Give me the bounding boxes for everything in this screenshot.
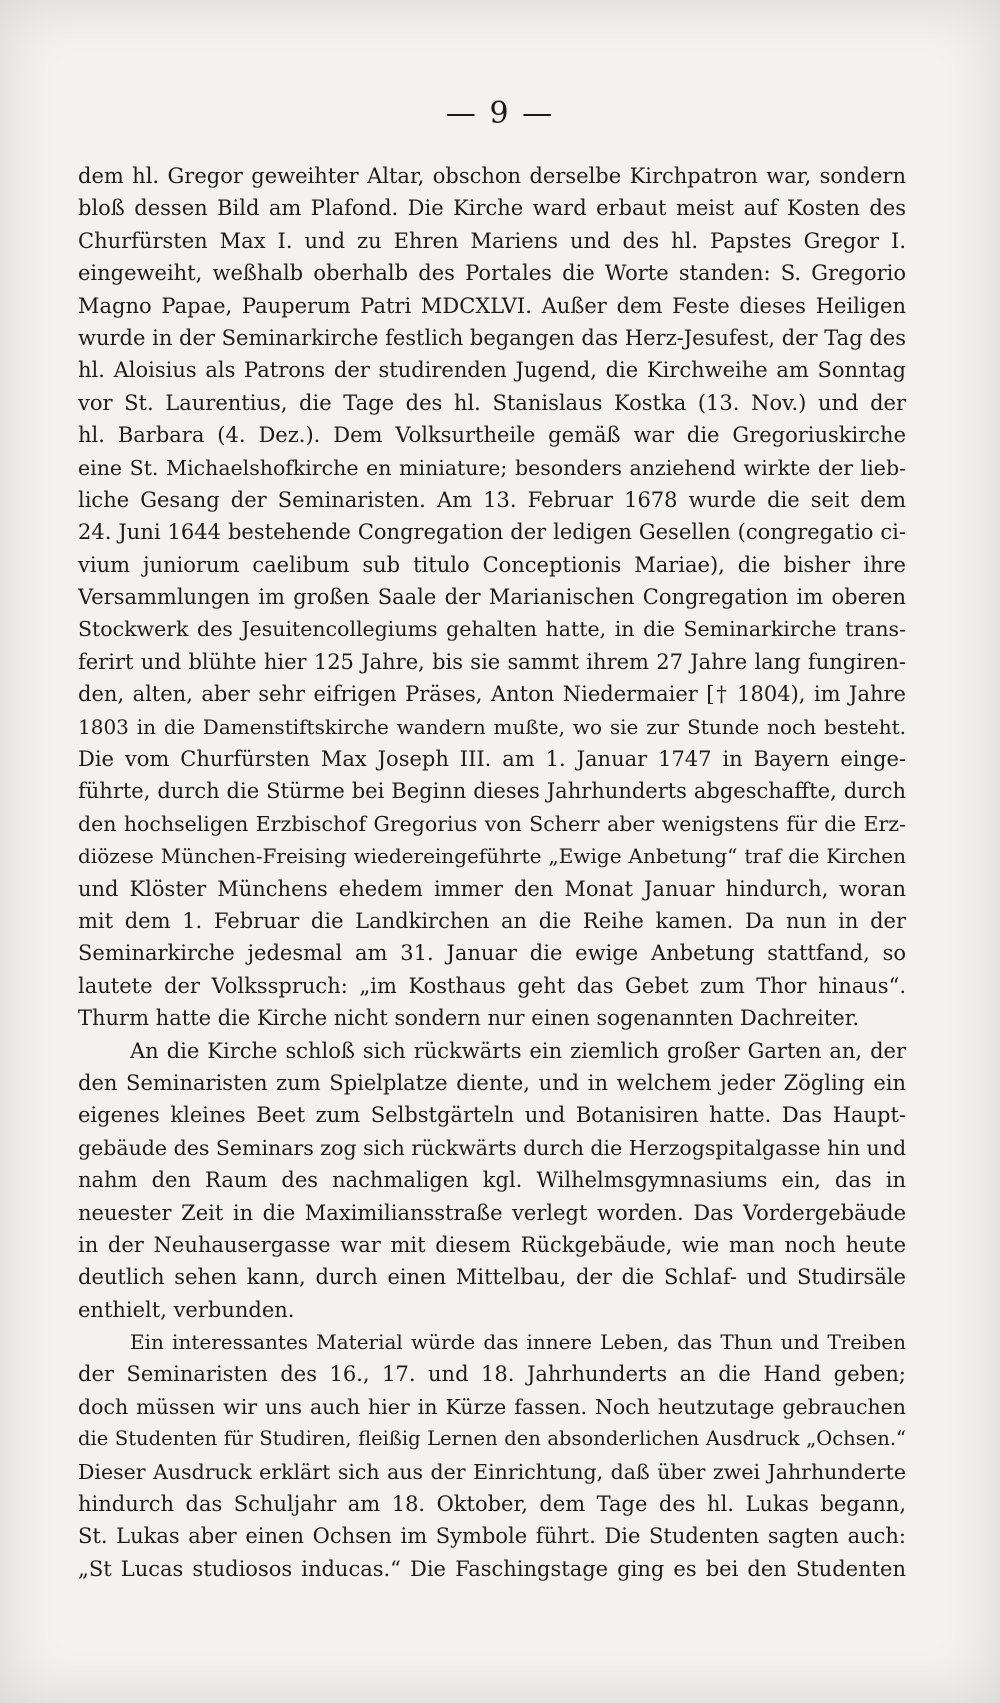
text-line: vor St. Laurentius, die Tage des hl. Stanislaus Kostka (13. Nov.) und der — [78, 390, 906, 415]
text-line: führte, durch die Stürme bei Beginn dieses Jahrhunderts abgeschaffte, durch — [78, 779, 906, 804]
text-line: eine St. Michaelshofkirche en miniature; besonders anziehend wirkte der lieb- — [78, 455, 906, 480]
text-line: dem hl. Gregor geweihter Altar, obschon derselbe Kirchpatron war, sondern — [78, 164, 906, 188]
text-line: Seminarkirche jedesmal am 31. Januar die ewige Anbetung stattfand, so — [78, 941, 906, 966]
text-line: mit dem 1. Februar die Landkirchen an die Reihe kamen. Da nun in der — [78, 908, 906, 933]
text-line: 24. Juni 1644 bestehende Congregation der ledigen Gesellen (congregatio ci- — [78, 520, 906, 545]
text-line: deutlich sehen kann, durch einen Mittelbau, der die Schlaf- und Studirsäle — [78, 1265, 906, 1290]
text-line: St. Lukas aber einen Ochsen im Symbole führt. Die Studenten sagten auch: — [78, 1524, 906, 1549]
text-line: neuester Zeit in die Maximiliansstraße verlegt worden. Das Vordergebäude — [78, 1200, 906, 1225]
text-line: hl. Barbara (4. Dez.). Dem Volksurtheile gemäß war die Gregoriuskirche — [78, 423, 906, 448]
body-text — [78, 160, 906, 1585]
text-line: hindurch das Schuljahr am 18. Oktober, dem Tage des hl. Lukas begann, — [78, 1492, 906, 1517]
text-line: enthielt, verbunden. — [78, 1297, 295, 1322]
text-line: vium juniorum caelibum sub titulo Conceptionis Mariae), die bisher ihre — [78, 552, 906, 577]
text-line: wurde in der Seminarkirche festlich begangen das Herz-Jesufest, der Tag des — [78, 325, 906, 350]
text-line: eingeweiht, weßhalb oberhalb des Portales die Worte standen: S. Gregorio — [78, 261, 906, 286]
text-line: Dieser Ausdruck erklärt sich aus der Einrichtung, daß über zwei Jahrhunderte — [78, 1459, 906, 1484]
text-line: den, alten, aber sehr eifrigen Präses, Anton Niedermaier [† 1804), im Jahre — [78, 682, 906, 707]
text-line: hl. Aloisius als Patrons der studirenden Jugend, die Kirchweihe am Sonntag — [78, 358, 906, 383]
text-line: Versammlungen im großen Saale der Marianischen Congregation im oberen — [78, 585, 906, 610]
text-line: der Seminaristen des 16., 17. und 18. Jahrhunderts an die Hand geben; — [78, 1362, 906, 1387]
page-number: — 9 — — [445, 96, 555, 131]
text-line: in der Neuhausergasse war mit diesem Rückgebäude, wie man noch heute — [78, 1232, 906, 1257]
text-line: „St Lucas studiosos inducas.“ Die Faschingstage ging es bei den Studenten — [78, 1556, 906, 1581]
text-line: Die vom Churfürsten Max Joseph III. am 1. Januar 1747 in Bayern einge- — [78, 747, 906, 772]
text-line: Ein interessantes Material würde das innere Leben, das Thun und Treiben — [130, 1330, 906, 1355]
text-line: 1803 in die Damenstiftskirche wandern mußte, wo sie zur Stunde noch besteht. — [78, 714, 906, 739]
text-line: ferirt und blühte hier 125 Jahre, bis sie sammt ihrem 27 Jahre lang fungiren- — [78, 649, 906, 674]
text-line: liche Gesang der Seminaristen. Am 13. Februar 1678 wurde die seit dem — [78, 487, 906, 512]
text-line: den Seminaristen zum Spielplatze diente, und in welchem jeder Zögling ein — [78, 1070, 906, 1095]
text-line: Thurm hatte die Kirche nicht sondern nur einen sogenannten Dachreiter. — [78, 1006, 860, 1031]
text-line: Stockwerk des Jesuitencollegiums gehalten hatte, in die Seminarkirche trans- — [78, 617, 906, 642]
text-line: An die Kirche schloß sich rückwärts ein ziemlich großer Garten an, der — [130, 1038, 906, 1063]
text-line: Magno Papae, Pauperum Patri MDCXLVI. Außer dem Feste dieses Heiligen — [78, 293, 906, 318]
text-line: diözese München-Freising wiedereingeführte „Ewige Anbetung“ traf die Kirchen — [78, 844, 906, 869]
text-line: und Klöster Münchens ehedem immer den Monat Januar hindurch, woran — [78, 876, 906, 901]
text-line: gebäude des Seminars zog sich rückwärts durch die Herzogspitalgasse hin und — [78, 1135, 906, 1160]
text-line: doch müssen wir uns auch hier in Kürze fassen. Noch heutzutage gebrauchen — [78, 1394, 906, 1419]
text-line: den hochseligen Erzbischof Gregorius von Scherr aber wenigstens für die Erz- — [78, 811, 906, 836]
text-line: die Studenten für Studiren, fleißig Lernen den absonderlichen Ausdruck „Ochsen.“ — [78, 1427, 906, 1451]
text-line: nahm den Raum des nachmaligen kgl. Wilhelmsgymnasiums ein, das in — [78, 1168, 906, 1193]
text-line: bloß dessen Bild am Plafond. Die Kirche ward erbaut meist auf Kosten des — [78, 196, 906, 221]
text-line: lautete der Volksspruch: „im Kosthaus geht das Gebet zum Thor hinaus“. — [78, 973, 906, 998]
text-line: eigenes kleines Beet zum Selbstgärteln und Botanisiren hatte. Das Haupt- — [78, 1103, 906, 1128]
text-line: Churfürsten Max I. und zu Ehren Mariens und des hl. Papstes Gregor I. — [78, 228, 906, 253]
